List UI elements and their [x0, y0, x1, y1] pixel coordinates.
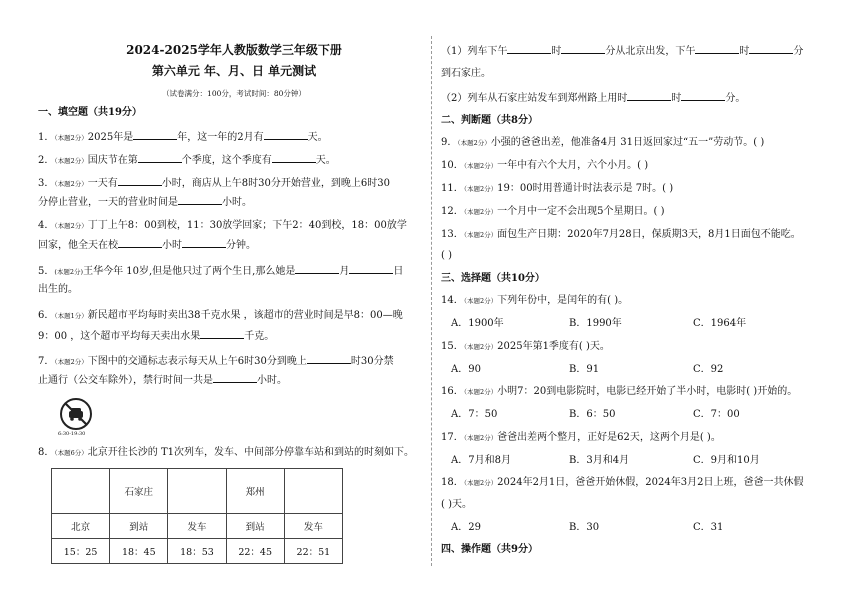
option-a[interactable]: A．7：50: [451, 409, 498, 420]
table-row: 北京 到站 发车 到站 发车: [52, 514, 343, 539]
question-11: 11．（本题2分）19：00时用普通计时法表示是 7时。( ): [441, 183, 674, 194]
option-b[interactable]: B．3月和4月: [569, 455, 630, 466]
option-b[interactable]: B．30: [569, 522, 600, 533]
answer-blank[interactable]: [133, 130, 177, 140]
question-13: 13．（本题2分）面包生产日期：2020年7月28日，保质期3天，8月1日面包不能吃。: [441, 229, 801, 240]
question-18-line2: ( )天。: [441, 499, 472, 510]
option-a[interactable]: A．7月和8月: [451, 455, 511, 466]
option-a[interactable]: A．90: [451, 364, 481, 375]
section1-heading: 一、填空题（共19分）: [38, 107, 142, 118]
answer-blank[interactable]: [627, 91, 671, 101]
question-13-line2: ( ): [441, 250, 452, 261]
answer-blank[interactable]: [138, 153, 182, 163]
question-8-part1: （1）列车下午 时 分从北京出发，下午 时 分: [441, 46, 804, 57]
answer-blank[interactable]: [749, 44, 793, 54]
section3-heading: 三、选择题（共10分）: [441, 273, 545, 284]
answer-blank[interactable]: [349, 264, 393, 274]
table-row: 15：25 18：45 18：53 22：45 22：51: [52, 539, 343, 564]
question-8-part2: （2）列车从石家庄站发车到郑州路上用时 时 分。: [441, 93, 746, 104]
question-8: 8．（本题6分）北京开往长沙的 T1次列车，发车、中间部分停靠车站和到站的时刻如下。: [38, 447, 414, 458]
question-4: 4．（本题2分）丁丁上午8：00到校，11：30放学回家；下午2：40到校，18：00放学: [38, 220, 407, 231]
question-15: 15．（本题2分）2025年第1季度有( )天。: [441, 341, 610, 352]
option-a[interactable]: A．29: [451, 522, 481, 533]
option-b[interactable]: B．1990年: [569, 318, 622, 329]
question-3-line2: 分停止营业，一天的营业时间是 小时。: [38, 197, 252, 208]
question-18: 18．（本题2分）2024年2月1日，爸爸开始休假，2024年3月2日上班，爸爸一共休假: [441, 477, 804, 488]
sign-caption: 6:30-19:30: [58, 431, 86, 437]
option-a[interactable]: A．1900年: [451, 318, 504, 329]
question-6: 6．（本题1分）新民超市平均每时卖出38千克水果 ，该超市的营业时间是早8：00—晚: [38, 310, 403, 321]
section2-heading: 二、判断题（共8分）: [441, 115, 538, 126]
question-14: 14．（本题2分）下列年份中，是闰年的有( )。: [441, 295, 629, 306]
answer-blank[interactable]: [561, 44, 605, 54]
question-8-part1-line2: 到石家庄。: [441, 68, 491, 79]
answer-blank[interactable]: [695, 44, 739, 54]
option-c[interactable]: C．1964年: [693, 318, 747, 329]
answer-blank[interactable]: [118, 176, 162, 186]
question-17: 17．（本题2分）爸爸出差两个整月，正好是62天，这两个月是( )。: [441, 432, 721, 443]
question-5: 5．(本题2分)王华今年 10岁,但是他只过了两个生日,那么她是 月 日: [38, 266, 404, 277]
answer-blank[interactable]: [264, 130, 308, 140]
option-c[interactable]: C．31: [693, 522, 724, 533]
question-9: 9．（本题2分）小强的爸爸出差，他准备4月 31日返回家过“五一”劳动节。( ): [441, 137, 765, 148]
exam-info: （试卷满分：100分，考试时间：80分钟）: [162, 89, 306, 98]
option-b[interactable]: B．91: [569, 364, 600, 375]
unit-title: 第六单元 年、月、日 单元测试: [151, 64, 317, 78]
question-10: 10．（本题2分）一年中有六个大月，六个小月。( ): [441, 160, 649, 171]
train-timetable: [51, 468, 343, 564]
page-title: 2024-2025学年人教版数学三年级下册: [126, 43, 342, 57]
no-vehicles-sign-icon: [60, 398, 92, 430]
column-divider: [431, 36, 432, 566]
question-2: 2．（本题2分）国庆节在第 个季度，这个季度有 天。: [38, 155, 336, 166]
question-16: 16．（本题2分）小明7：20到电影院时，电影已经开始了半小时，电影时( )开始的。: [441, 386, 798, 397]
question-3: 3．（本题2分）一天有 小时，商店从上午8时30分开始营业，到晚上6时30: [38, 178, 390, 189]
answer-blank[interactable]: [272, 153, 316, 163]
question-7: 7．（本题2分）下图中的交通标志表示每天从上午6时30分到晚上 时30分禁: [38, 356, 394, 367]
question-1: 1．（本题2分）2025年是 年，这一年的2月有 天。: [38, 132, 328, 143]
question-6-line2: 9：00 ，这个超市平均每天卖出水果 千克。: [38, 331, 275, 342]
answer-blank[interactable]: [681, 91, 725, 101]
question-5-line2: 出生的。: [38, 284, 78, 295]
option-b[interactable]: B．6：50: [569, 409, 616, 420]
option-c[interactable]: C．7：00: [693, 409, 740, 420]
option-c[interactable]: C．9月和10月: [693, 455, 760, 466]
answer-blank[interactable]: [178, 195, 222, 205]
question-4-line2: 回家，他全天在校 小时 分钟。: [38, 240, 256, 251]
answer-blank[interactable]: [200, 329, 244, 339]
answer-blank[interactable]: [182, 238, 226, 248]
question-12: 12．（本题2分）一个月中一定不会出现5个星期日。( ): [441, 206, 665, 217]
table-row: 石家庄 郑州: [52, 469, 343, 514]
answer-blank[interactable]: [307, 354, 351, 364]
option-c[interactable]: C．92: [693, 364, 724, 375]
answer-blank[interactable]: [507, 44, 551, 54]
section4-heading: 四、操作题（共9分）: [441, 544, 538, 555]
answer-blank[interactable]: [295, 264, 339, 274]
answer-blank[interactable]: [118, 238, 162, 248]
answer-blank[interactable]: [213, 373, 257, 383]
question-7-line2: 止通行（公交车除外），禁行时间一共是 小时。: [38, 375, 287, 386]
